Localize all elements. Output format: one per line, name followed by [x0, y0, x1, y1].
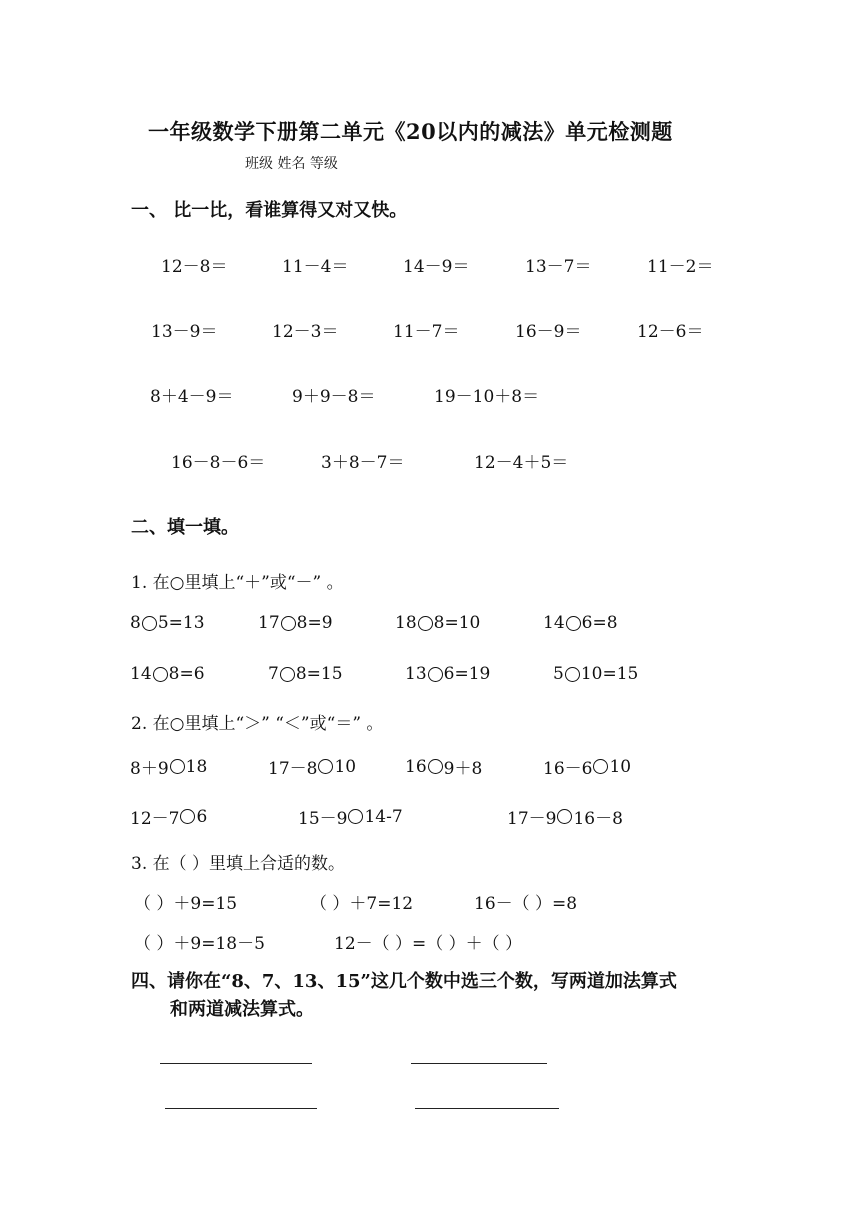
fill-operator-2: 17 8=9: [258, 613, 333, 633]
page-title: 一年级数学下册第二单元《20以内的减法》单元检测题: [148, 119, 673, 144]
exercise-3-1: 8＋4－9＝: [150, 387, 234, 407]
fill-operator-4: 14 6=8: [543, 613, 618, 633]
answer-line-addition-1[interactable]: [160, 1063, 312, 1064]
exercise-4-3: 12－4＋5＝: [474, 453, 569, 473]
fill-number-5[interactable]: 12－（ ）=（ ）＋（ ）: [334, 934, 523, 954]
exercise-2-4: 16－9＝: [515, 322, 582, 342]
part-1-instruction: 1. 在○里填上“＋”或“－” 。: [131, 573, 344, 593]
compare-4: 16－6 10: [543, 756, 632, 779]
fill-number-1[interactable]: （ ）＋9=15: [134, 894, 238, 914]
fill-operator-7: 13 6=19: [405, 664, 491, 684]
answer-circle[interactable]: [170, 759, 185, 774]
compare-1: 8＋9 18: [130, 756, 208, 779]
answer-circle[interactable]: [280, 667, 295, 682]
fill-operator-6: 7 8=15: [268, 664, 343, 684]
answer-line-addition-2[interactable]: [411, 1063, 547, 1064]
part-2-instruction: 2. 在○里填上“＞” “＜”或“＝” 。: [131, 714, 384, 734]
exercise-2-1: 13－9＝: [151, 322, 218, 342]
answer-circle[interactable]: [428, 667, 443, 682]
fill-number-4[interactable]: （ ）＋9=18－5: [134, 934, 265, 954]
fill-operator-1: 8 5=13: [130, 613, 205, 633]
section-4-heading-line-1: 四、请你在“8、7、13、15”这几个数中选三个数，写两道加法算式: [131, 971, 677, 992]
answer-circle[interactable]: [418, 616, 433, 631]
fill-operator-3: 18 8=10: [395, 613, 481, 633]
answer-line-subtraction-2[interactable]: [415, 1108, 559, 1109]
section-1-heading: 一、 比一比，看谁算得又对又快。: [131, 200, 408, 221]
compare-6: 15－9 14-7: [298, 806, 403, 829]
compare-3: 16 9＋8: [405, 756, 483, 779]
answer-line-subtraction-1[interactable]: [165, 1108, 317, 1109]
answer-circle[interactable]: [428, 759, 443, 774]
compare-2: 17－8 10: [268, 756, 357, 779]
part-3-instruction: 3. 在（ ）里填上合适的数。: [131, 854, 346, 874]
answer-circle[interactable]: [593, 759, 608, 774]
compare-7: 17－9 16－8: [507, 809, 623, 829]
exercise-4-1: 16－8－6＝: [171, 453, 266, 473]
exercise-2-5: 12－6＝: [637, 322, 704, 342]
exercise-2-3: 11－7＝: [393, 322, 460, 342]
fill-number-2[interactable]: （ ）＋7=12: [310, 894, 414, 914]
exercise-4-2: 3＋8－7＝: [321, 453, 405, 473]
exercise-1-4: 13－7＝: [525, 257, 592, 277]
fill-operator-8: 5 10=15: [553, 664, 639, 684]
exercise-1-2: 11－4＝: [282, 257, 349, 277]
answer-circle[interactable]: [180, 809, 195, 824]
exercise-3-2: 9＋9－8＝: [292, 387, 376, 407]
answer-circle[interactable]: [318, 759, 333, 774]
compare-5: 12－7 6: [130, 806, 208, 829]
answer-circle[interactable]: [348, 809, 363, 824]
answer-circle[interactable]: [557, 809, 572, 824]
answer-circle[interactable]: [566, 616, 581, 631]
fill-operator-5: 14 8=6: [130, 664, 205, 684]
student-info-line: 班级 姓名 等级: [245, 156, 338, 172]
answer-circle[interactable]: [153, 667, 168, 682]
exercise-3-3: 19－10＋8＝: [434, 387, 540, 407]
exercise-1-5: 11－2＝: [647, 257, 714, 277]
section-4-heading-line-2: 和两道减法算式。: [170, 999, 314, 1020]
exercise-1-1: 12－8＝: [161, 257, 228, 277]
section-2-heading: 二、填一填。: [131, 517, 239, 538]
answer-circle[interactable]: [565, 667, 580, 682]
exercise-2-2: 12－3＝: [272, 322, 339, 342]
fill-number-3[interactable]: 16－（ ）=8: [474, 894, 578, 914]
answer-circle[interactable]: [142, 616, 157, 631]
exercise-1-3: 14－9＝: [403, 257, 470, 277]
answer-circle[interactable]: [281, 616, 296, 631]
